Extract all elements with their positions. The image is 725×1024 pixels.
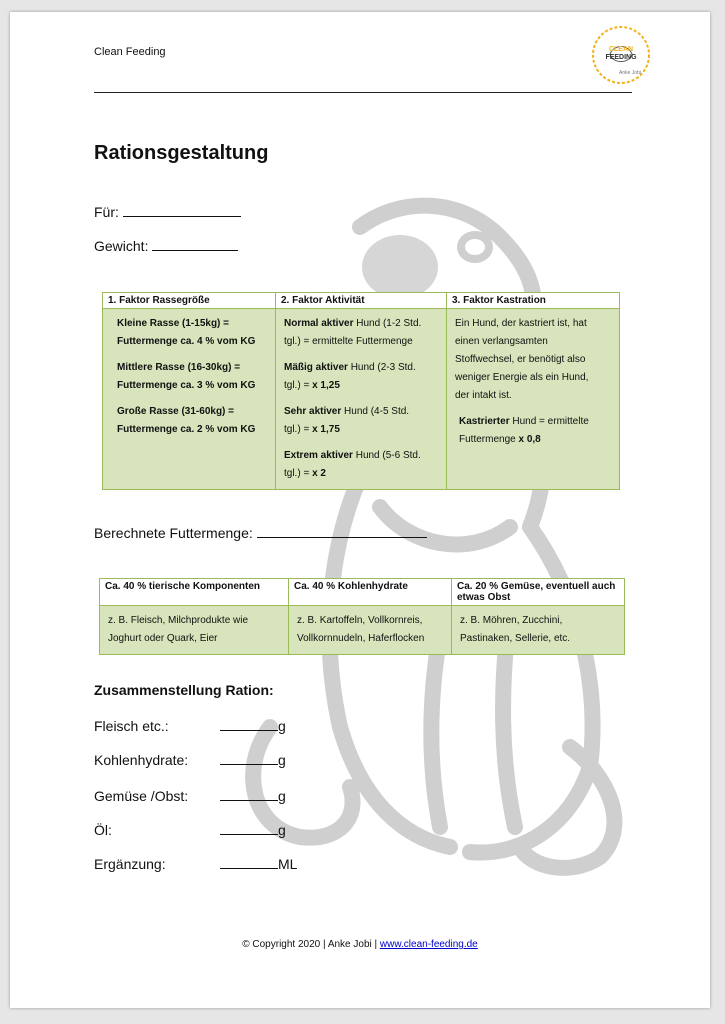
factor-cell-castration (447, 309, 620, 490)
factor-header-3: 3. Faktor Kastration (447, 293, 620, 309)
header-divider (94, 92, 632, 93)
factor-table (102, 292, 620, 490)
castration-text-5: der intakt ist. (455, 390, 512, 401)
castration-rest: Hund = ermittelte (509, 416, 589, 427)
component-header-1: Ca. 40 % tierische Komponenten (100, 579, 289, 606)
page-title: Rationsgestaltung (94, 142, 269, 164)
activity-normal-line2: tgl.) = ermittelte Futtermenge (284, 336, 413, 347)
ration-label-ergaenzung: Ergänzung: (94, 856, 166, 872)
ration-blank-gemuese[interactable] (220, 788, 278, 801)
ration-unit-fleisch: g (278, 718, 286, 734)
ration-row-ergaenzung[interactable] (94, 856, 297, 872)
footer (10, 939, 710, 950)
breed-small-2: Futtermenge ca. 4 % vom KG (117, 336, 256, 347)
activity-extreme-rest: Hund (5-6 Std. (352, 450, 421, 461)
ration-label-kohlenhydrate: Kohlenhydrate: (94, 752, 189, 768)
component-cell-1 (100, 606, 289, 655)
castration-factor: x 0,8 (518, 434, 541, 445)
factor-header-1: 1. Faktor Rassegröße (103, 293, 276, 309)
ration-blank-ergaenzung[interactable] (220, 856, 278, 869)
activity-moderate-line2: tgl.) = (284, 380, 313, 391)
ration-label-gemuese: Gemüse /Obst: (94, 788, 189, 804)
breed-large-1: Große Rasse (31-60kg) = (117, 406, 234, 417)
fuer-label: Für: (94, 204, 119, 220)
activity-moderate-bold: Mäßig aktiver (284, 362, 348, 373)
ration-blank-oel[interactable] (220, 822, 278, 835)
factor-header-2: 2. Faktor Aktivität (276, 293, 447, 309)
ration-label-fleisch: Fleisch etc.: (94, 718, 169, 734)
ration-unit-kohlenhydrate: g (278, 752, 286, 768)
castration-text-3: Stoffwechsel, er benötigt also (455, 354, 586, 365)
berechnet-field[interactable] (94, 525, 427, 541)
breed-medium-2: Futtermenge ca. 3 % vom KG (117, 380, 256, 391)
ration-unit-oel: g (278, 822, 286, 838)
ration-heading: Zusammenstellung Ration: (94, 682, 274, 698)
activity-extreme-bold: Extrem aktiver (284, 450, 353, 461)
gewicht-field[interactable] (94, 238, 238, 254)
castration-text-1: Ein Hund, der kastriert ist, hat (455, 318, 587, 329)
component-header-3: Ca. 20 % Gemüse, eventuell auch etwas Obst (452, 579, 625, 606)
component-2-line-1: z. B. Kartoffeln, Vollkornreis, (297, 615, 423, 626)
component-2-line-2: Vollkornnudeln, Haferflocken (297, 633, 425, 644)
castration-text-2: einen verlangsamten (455, 336, 548, 347)
breed-medium-1: Mittlere Rasse (16-30kg) = (117, 362, 241, 373)
component-3-line-1: z. B. Möhren, Zucchini, (460, 615, 563, 626)
activity-moderate-rest: Hund (2-3 Std. (347, 362, 416, 373)
activity-very-factor: x 1,75 (312, 424, 340, 435)
gewicht-label: Gewicht: (94, 238, 149, 254)
component-1-line-2: Joghurt oder Quark, Eier (108, 633, 218, 644)
component-3-line-2: Pastinaken, Sellerie, etc. (460, 633, 571, 644)
ration-blank-fleisch[interactable] (220, 718, 278, 731)
footer-copyright: © Copyright 2020 | Anke Jobi | (242, 939, 380, 950)
gewicht-blank[interactable] (152, 238, 238, 251)
berechnet-blank[interactable] (257, 525, 427, 538)
activity-extreme-factor: x 2 (312, 468, 326, 479)
ration-unit-ergaenzung: ML (278, 856, 298, 872)
activity-very-line2: tgl.) = (284, 424, 313, 435)
logo-text-feeding: FEEDING (605, 54, 637, 61)
ration-row-oel[interactable] (94, 822, 286, 838)
activity-very-bold: Sehr aktiver (284, 406, 342, 417)
ration-unit-gemuese: g (278, 788, 286, 804)
footer-website-link[interactable]: www.clean-feeding.de (379, 939, 478, 950)
logo-text-author: Anke Jobi (619, 70, 641, 76)
activity-moderate-factor: x 1,25 (312, 380, 340, 391)
castration-bold: Kastrierter (459, 416, 510, 427)
component-cell-3 (452, 606, 625, 655)
castration-text-4: weniger Energie als ein Hund, (455, 372, 589, 383)
castration-line2: Futtermenge (459, 434, 519, 445)
fuer-blank[interactable] (123, 204, 241, 217)
clean-feeding-logo (590, 24, 652, 86)
component-header-2: Ca. 40 % Kohlenhydrate (289, 579, 452, 606)
breed-small-1: Kleine Rasse (1-15kg) = (117, 318, 229, 329)
ration-row-fleisch[interactable] (94, 718, 286, 734)
ration-row-gemuese[interactable] (94, 788, 286, 804)
document-page (10, 12, 710, 1008)
activity-normal-bold: Normal aktiver (284, 318, 354, 329)
brand-name: Clean Feeding (94, 46, 166, 58)
ration-label-oel: Öl: (94, 822, 112, 838)
activity-extreme-line2: tgl.) = (284, 468, 313, 479)
berechnet-label: Berechnete Futtermenge: (94, 525, 253, 541)
fuer-field[interactable] (94, 204, 241, 220)
breed-large-2: Futtermenge ca. 2 % vom KG (117, 424, 256, 435)
ration-row-kohlenhydrate[interactable] (94, 752, 286, 768)
ration-blank-kohlenhydrate[interactable] (220, 752, 278, 765)
logo-text-clean: CLEAN (608, 46, 634, 53)
activity-very-rest: Hund (4-5 Std. (341, 406, 410, 417)
factor-cell-activity (276, 309, 447, 490)
components-table (99, 578, 625, 655)
factor-cell-breed (103, 309, 276, 490)
activity-normal-rest: Hund (1-2 Std. (353, 318, 422, 329)
component-cell-2 (289, 606, 452, 655)
component-1-line-1: z. B. Fleisch, Milchprodukte wie (108, 615, 249, 626)
